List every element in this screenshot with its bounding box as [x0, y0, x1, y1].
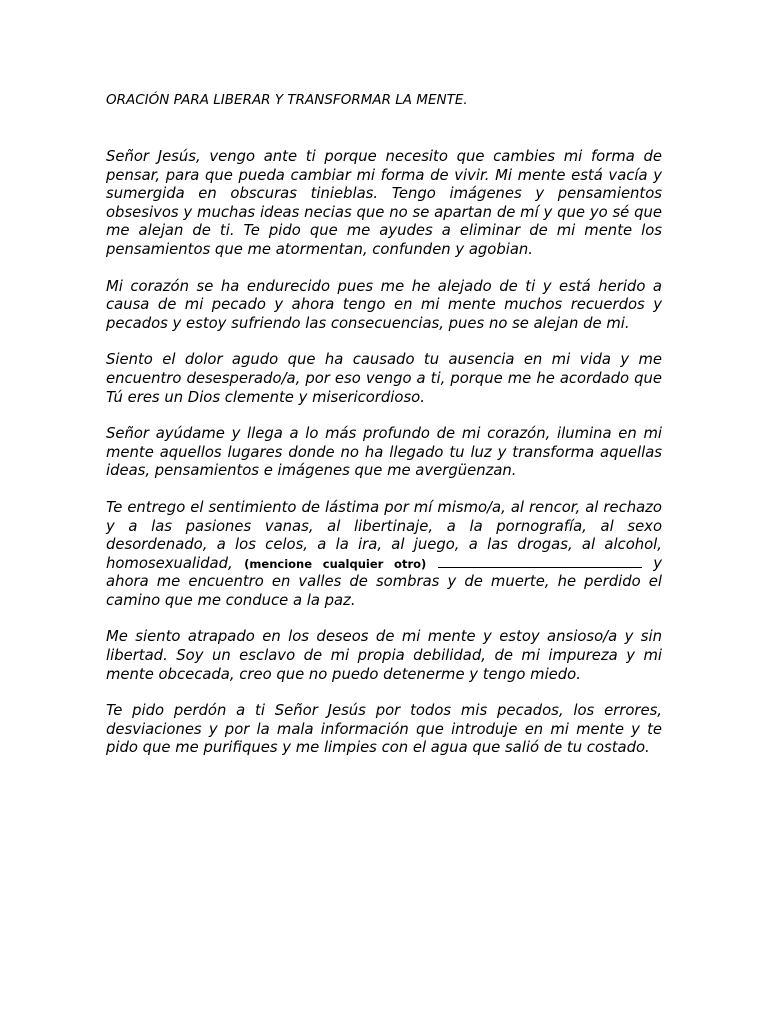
paragraph-2: Mi corazón se ha endurecido pues me he alejado de ti y está herido a causa de mi pecado y ahora tengo en mi mente muchos recuerdos y pecados y estoy sufriendo las consecuencias, pues no se alejan de mi. — [106, 277, 662, 332]
fill-in-blank-line — [438, 555, 642, 568]
paragraph-4: Señor ayúdame y llega a lo más profundo de mi corazón, ilumina en mi mente aquellos lugares donde no ha llegado tu luz y transforma aquellas ideas, pensamientos e imágenes que me avergüenzan. — [106, 425, 662, 480]
paragraph-5-text-b: y ahora me encuentro en valles de sombras y de muerte, he perdido el camino que me conduce a la paz. — [106, 554, 662, 609]
prayer-title: ORACIÓN PARA LIBERAR Y TRANSFORMAR LA MENTE. — [106, 92, 468, 108]
paragraph-7: Te pido perdón a ti Señor Jesús por todos mis pecados, los errores, desviaciones y por la mala información que introduje en mi mente y te pido que me purifiques y me limpies con el agua que salió de tu costado. — [106, 702, 662, 757]
paragraph-5 — [106, 499, 662, 611]
document-page — [106, 90, 662, 758]
paragraph-6: Me siento atrapado en los deseos de mi mente y estoy ansioso/a y sin libertad. Soy un esclavo de mi propia debilidad, de mi impureza y mi mente obcecada, creo que no puedo detenerme y tengo miedo. — [106, 628, 662, 683]
paragraph-5-note: (mencione cualquier otro) — [244, 556, 427, 571]
paragraph-1: Señor Jesús, vengo ante ti porque necesito que cambies mi forma de pensar, para que pueda cambiar mi forma de vivir. Mi mente está vacía y sumergida en obscuras tinieblas. Tengo imágenes y pensamientos obsesivos y muchas ideas necias que no se apartan de mí y que yo sé que me alejan de ti. Te pido que me ayudes a eliminar de mi mente los pensamientos que me atormentan, confunden y agobian. — [106, 148, 662, 258]
paragraph-5-text-a: Te entrego el sentimiento de lástima por mí mismo/a, al rencor, al rechazo y a las pasiones vanas, al libertinaje, a la pornografía, al sexo desordenado, a los celos, a la ira, al juego, a las drogas, al alcohol, homosexualidad, — [106, 498, 662, 572]
paragraph-3: Siento el dolor agudo que ha causado tu ausencia en mi vida y me encuentro desesperado/a, por eso vengo a ti, porque me he acordado que Tú eres un Dios clemente y misericordioso. — [106, 351, 662, 406]
